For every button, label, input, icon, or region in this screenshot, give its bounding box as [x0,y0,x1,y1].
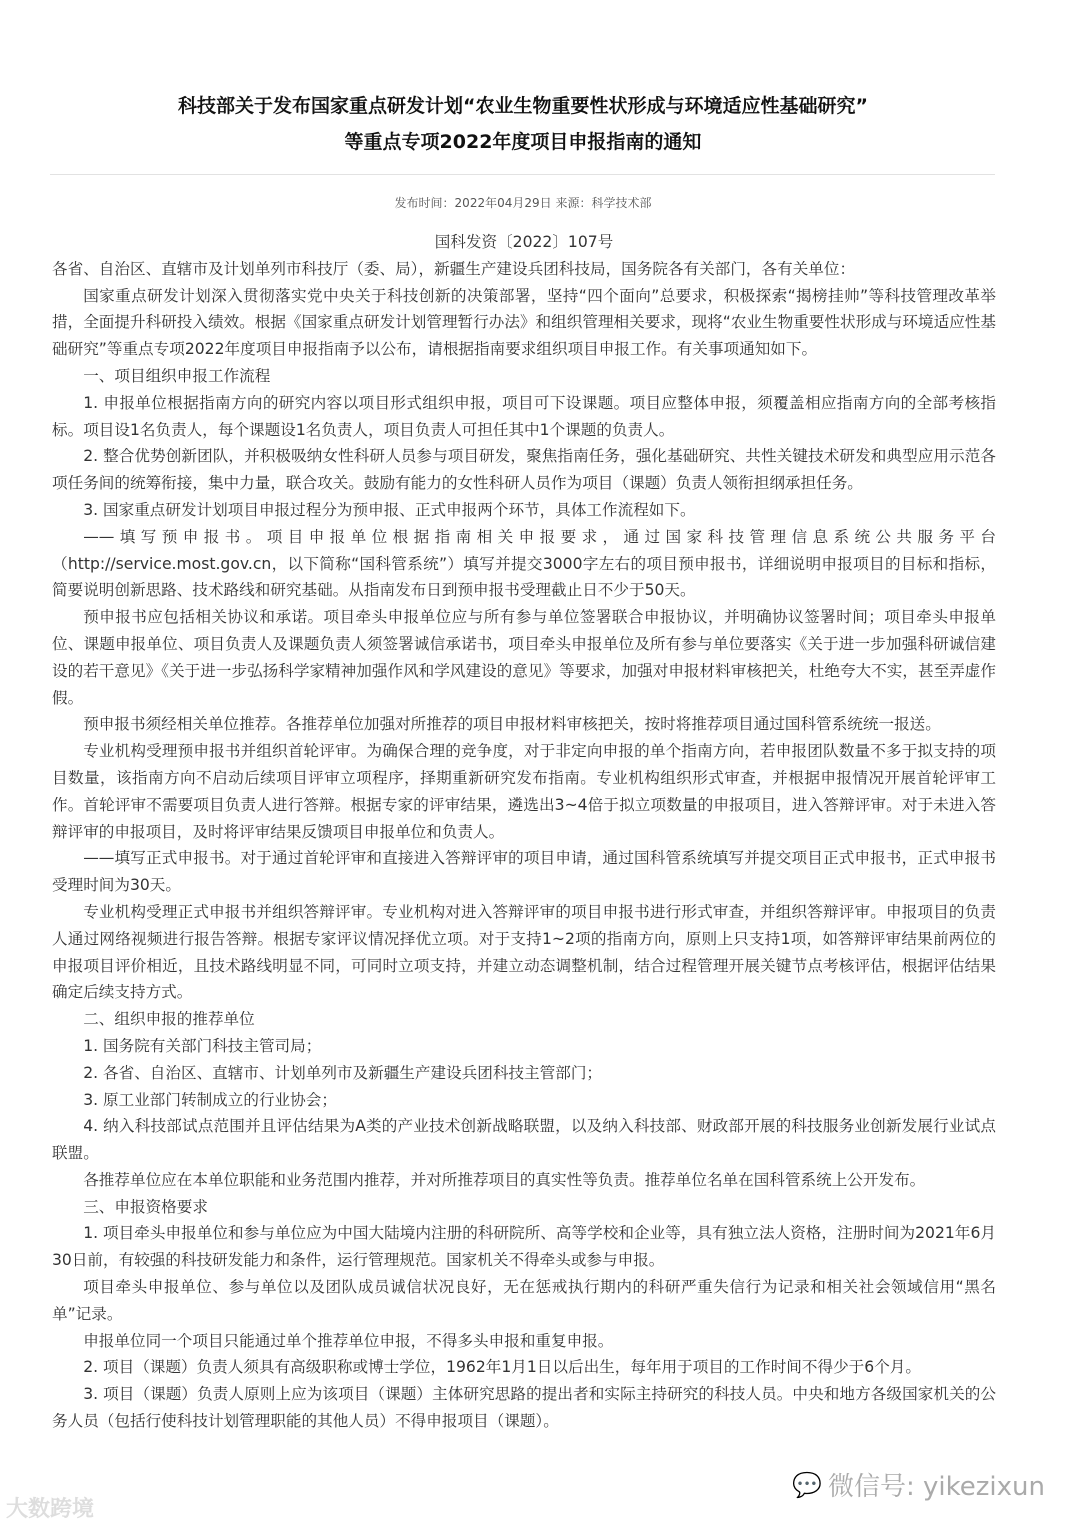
document-body [52,229,996,1435]
paragraph: ——填写预申报书。项目申报单位根据指南相关申报要求，通过国家科技管理信息系统公共服务平台（http://service.most.gov.cn，以下简称“国科管系统”）填写并提交3000字左右的项目预申报书，详细说明申报项目的目标和指标，简要说明创新思路、技术路线和研究基础。从指南发布日到预申报书受理截止日不少于50天。 [52,527,996,600]
wechat-watermark [792,1466,1045,1503]
paragraph: 国家重点研发计划深入贯彻落实党中央关于科技创新的决策部署，坚持“四个面向”总要求，积极探索“揭榜挂帅”等科技管理改革举措，全面提升科研投入绩效。根据《国家重点研发计划管理暂行办法》和组织管理相关要求，现将“农业生物重要性状形成与环境适应性基础研究”等重点专项2022年度项目申报指南予以公布，请根据指南要求组织项目申报工作。有关事项通知如下。 [52,286,996,359]
title-line-2: 等重点专项2022年度项目申报指南的通知 [344,131,702,153]
publish-meta: 发布时间：2022年04月29日 来源：科学技术部 [394,196,652,210]
divider [50,174,995,175]
paragraph: 预申报书须经相关单位推荐。各推荐单位加强对所推荐的项目申报材料审核把关，按时将推荐项目通过国科管系统统一报送。 [83,715,941,734]
salutation: 各省、自治区、直辖市及计划单列市科技厅（委、局），新疆生产建设兵团科技局，国务院各有关部门，各有关单位： [52,259,856,278]
paragraph: 申报单位同一个项目只能通过单个推荐单位申报，不得多头申报和重复申报。 [83,1331,614,1350]
paragraph: 3. 原工业部门转制成立的行业协会； [83,1090,337,1109]
paragraph: 专业机构受理预申报书并组织首轮评审。为确保合理的竞争度，对于非定向申报的单个指南方向，若申报团队数量不多于拟支持的项目数量，该指南方向不启动后续项目评审立项程序，择期重新研究发布指南。专业机构组织形式审查，并根据申报情况开展首轮评审工作。首轮评审不需要项目负责人进行答辩。根据专家的评审结果，遴选出3~4倍于拟立项数量的申报项目，进入答辩评审。对于未进入答辩评审的申报项目，及时将评审结果反馈项目申报单位和负责人。 [52,742,996,841]
doc-number: 国科发资〔2022〕107号 [434,233,614,251]
brand-watermark: 大数跨境 [6,1497,95,1522]
paragraph: 专业机构受理正式申报书并组织答辩评审。专业机构对进入答辩评审的项目申报书进行形式审查，并组织答辩评审。申报项目的负责人通过网络视频进行报告答辩。根据专家评议情况择优立项。对于支持1~2项的指南方向，原则上只支持1项，如答辩评审结果前两位的申报项目评价相近，且技术路线明显不同，可同时立项支持，并建立动态调整机制，结合过程管理开展关键节点考核评估，根据评估结果确定后续支持方式。 [52,902,996,1002]
paragraph: 预申报书应包括相关协议和承诺。项目牵头申报单位应与所有参与单位签署联合申报协议，并明确协议签署时间；项目牵头申报单位、课题申报单位、项目负责人及课题负责人须签署诚信承诺书，项目牵头申报单位及所有参与单位要落实《关于进一步加强科研诚信建设的若干意见》《关于进一步弘扬科学家精神加强作风和学风建设的意见》等要求，加强对申报材料审核把关，杜绝夸大不实，甚至弄虚作假。 [52,608,996,707]
paragraph: 3. 项目（课题）负责人原则上应为该项目（课题）主体研究思路的提出者和实际主持研究的科技人员。中央和地方各级国家机关的公务人员（包括行使科技计划管理职能的其他人员）不得申报项目（课题）。 [52,1385,996,1431]
paragraph: ——填写正式申报书。对于通过首轮评审和直接进入答辩评审的项目申请，通过国科管系统填写并提交项目正式申报书，正式申报书受理时间为30天。 [52,849,996,895]
title-line-1: 科技部关于发布国家重点研发计划“农业生物重要性状形成与环境适应性基础研究” [178,95,868,117]
paragraph: 2. 各省、自治区、直辖市、计划单列市及新疆生产建设兵团科技主管部门； [83,1063,603,1082]
wechat-icon: 💬 [792,1470,823,1499]
paragraph: 2. 项目（课题）负责人须具有高级职称或博士学位，1962年1月1日以后出生，每年用于项目的工作时间不得少于6个月。 [83,1358,921,1377]
paragraph: 各推荐单位应在本单位职能和业务范围内推荐，并对所推荐项目的真实性等负责。推荐单位名单在国科管系统上公开发布。 [83,1170,926,1189]
paragraph: 3. 国家重点研发计划项目申报过程分为预申报、正式申报两个环节，具体工作流程如下。 [83,500,696,519]
page-title [50,88,996,160]
wechat-id: 微信号: yikezixun [828,1472,1045,1502]
paragraph: 三、申报资格要求 [83,1197,208,1216]
paragraph: 二、组织申报的推荐单位 [83,1010,255,1029]
paragraph: 1. 国务院有关部门科技主管司局； [83,1036,322,1055]
paragraph: 4. 纳入科技部试点范围并且评估结果为A类的产业技术创新战略联盟，以及纳入科技部、财政部开展的科技服务业创新发展行业试点联盟。 [52,1117,996,1163]
paragraph: 1. 项目牵头申报单位和参与单位应为中国大陆境内注册的科研院所、高等学校和企业等，具有独立法人资格，注册时间为2021年6月30日前，有较强的科技研发能力和条件，运行管理规范。国家机关不得牵头或参与申报。 [52,1224,996,1270]
paragraph: 1. 申报单位根据指南方向的研究内容以项目形式组织申报，项目可下设课题。项目应整体申报，须覆盖相应指南方向的全部考核指标。项目设1名负责人，每个课题设1名负责人，项目负责人可担任其中1个课题的负责人。 [52,393,996,439]
paragraph: 2. 整合优势创新团队，并积极吸纳女性科研人员参与项目研发，聚焦指南任务，强化基础研究、共性关键技术研发和典型应用示范各项任务间的统筹衔接，集中力量，联合攻关。鼓励有能力的女性科研人员作为项目（课题）负责人领衔担纲承担任务。 [52,447,996,493]
paragraph: 一、项目组织申报工作流程 [83,366,271,385]
paragraph: 项目牵头申报单位、参与单位以及团队成员诚信状况良好，无在惩戒执行期内的科研严重失信行为记录和相关社会领域信用“黑名单”记录。 [52,1278,996,1323]
